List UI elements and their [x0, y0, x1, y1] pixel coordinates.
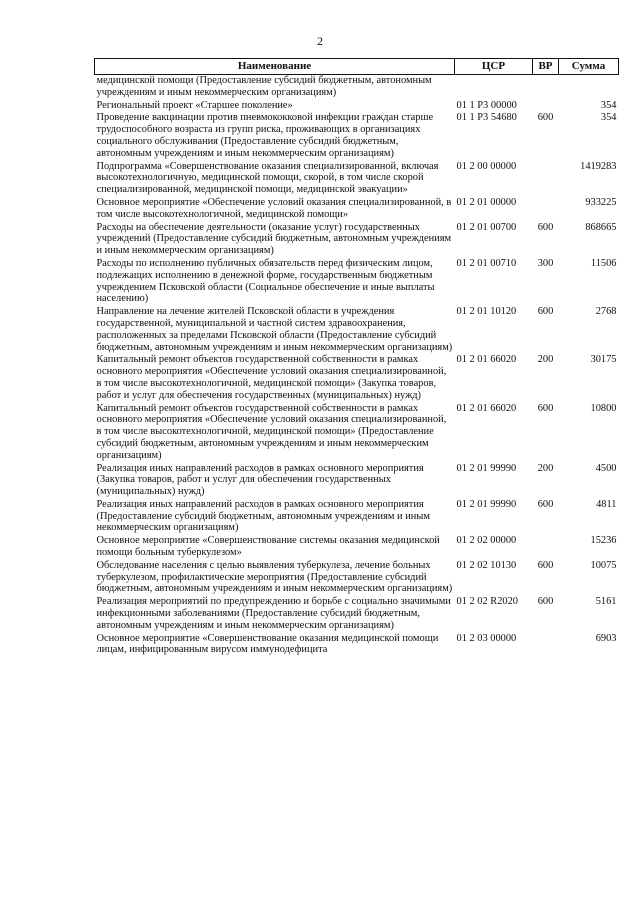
cell-sum: 354: [600, 99, 617, 111]
cell-vr: 600: [537, 306, 554, 318]
cell-csr: 01 2 02 R2020: [456, 596, 518, 608]
header-csr: ЦСР: [455, 59, 533, 75]
cell-vr: [533, 161, 559, 197]
table-row: [95, 354, 619, 402]
cell-vr: [533, 75, 559, 100]
table-row: [95, 258, 619, 306]
cell-csr: 01 2 01 10120: [456, 306, 517, 318]
cell-vr: 600: [537, 112, 554, 124]
table-row: [95, 596, 619, 632]
cell-csr: 01 2 00 00000: [456, 160, 517, 172]
table-row: [95, 403, 619, 463]
cell-sum: 1419283: [580, 160, 617, 172]
cell-vr: [533, 100, 559, 113]
cell-vr: 200: [537, 462, 554, 474]
cell-sum: 4811: [596, 498, 617, 510]
table-header: [95, 59, 619, 75]
cell-name: Реализация мероприятий по предупреждению и борьбе с социально значимыми инфекционными заболеваниями (Предоставление субсидий бюджетным, автономным учреждениям и иным некоммерческим организациям): [96, 596, 451, 631]
cell-vr: 600: [537, 402, 554, 414]
cell-name: Подпрограмма «Совершенствование оказания специализированной, включая высокотехнологичную, медицинской помощи, скорой, в том числе скорой специализированной, медицинской помощи, медицинской эвакуации»: [96, 160, 439, 196]
cell-csr: 01 2 02 00000: [456, 535, 517, 547]
table-row: [95, 222, 619, 258]
cell-csr: 01 1 P3 00000: [456, 99, 517, 111]
table-row: [95, 306, 619, 354]
cell-csr: 01 2 01 66020: [456, 402, 517, 414]
table-row: [95, 161, 619, 197]
cell-csr: 01 2 01 99990: [456, 498, 517, 510]
cell-csr: 01 2 01 00710: [456, 257, 517, 269]
cell-name: Направление на лечение жителей Псковской области в учреждения государственной, муниципальной и частной систем здравоохранения, расположенных за пределами Псковской области (Предоставление субсидий бюджетным, автономным учреждениям и иным некоммерческим организациям): [96, 306, 453, 353]
cell-vr: [533, 633, 559, 658]
cell-csr: 01 2 01 99990: [456, 462, 517, 474]
header-name: Наименование: [95, 59, 455, 75]
table-row: [95, 100, 619, 113]
table-row: [95, 197, 619, 222]
cell-sum: 15236: [590, 535, 617, 547]
cell-csr: 01 2 01 00000: [456, 196, 517, 208]
cell-csr: 01 2 02 10130: [456, 559, 517, 571]
cell-vr: [533, 535, 559, 560]
cell-sum: 6903: [595, 632, 617, 644]
cell-sum: 933225: [585, 196, 617, 208]
header-vr: ВР: [533, 59, 559, 75]
table-row: [95, 112, 619, 160]
budget-table: [94, 58, 619, 657]
table-row: [95, 535, 619, 560]
cell-name: медицинской помощи (Предоставление субсидий бюджетным, автономным учреждениям и иным некоммерческим организациям): [96, 75, 432, 98]
cell-csr: 01 2 01 00700: [456, 221, 517, 233]
cell-name: Капитальный ремонт объектов государственной собственности в рамках основного мероприятия «Обеспечение условий оказания специализированной, в том числе высокотехнологичной, медицинской помощи» (Предоставление субсидий бюджетным, автономным учреждениям и иным некоммерческим организациям): [96, 402, 447, 461]
cell-name: Региональный проект «Старшее поколение»: [96, 99, 293, 111]
cell-sum: 10075: [590, 559, 617, 571]
cell-vr: [533, 197, 559, 222]
page-number: 2: [317, 34, 323, 48]
cell-csr: 01 2 01 66020: [456, 354, 517, 366]
cell-csr: [455, 75, 533, 100]
table-row: [95, 560, 619, 596]
cell-csr: 01 2 03 00000: [456, 632, 517, 644]
table-body: [95, 75, 619, 658]
cell-vr: 600: [537, 221, 554, 233]
cell-sum: 10800: [590, 402, 617, 414]
cell-sum: 11506: [590, 257, 617, 269]
table-row: [95, 499, 619, 535]
cell-vr: 600: [537, 559, 554, 571]
table-row: [95, 463, 619, 499]
cell-name: Основное мероприятие «Совершенствование оказания медицинской помощи лицам, инфицированным вирусом иммунодефицита: [96, 632, 439, 656]
cell-sum: 4500: [595, 462, 617, 474]
cell-sum: 354: [600, 112, 617, 124]
cell-name: Проведение вакцинации против пневмококковой инфекции граждан старше трудоспособного возраста из групп риска, проживающих в организациях социального обслуживания (Предоставление субсидий бюджетным, автономным учреждениям и иным некоммерческим организациям): [96, 112, 434, 159]
header-sum: Сумма: [559, 59, 619, 75]
cell-name: Реализация иных направлений расходов в рамках основного мероприятия (Предоставление субсидий бюджетным, автономным учреждениям и иным некоммерческим организациям): [96, 498, 430, 534]
cell-vr: 200: [537, 354, 554, 366]
cell-sum: 30175: [590, 354, 617, 366]
cell-name: Основное мероприятие «Совершенствование системы оказания медицинской помощи больным туберкулезом»: [96, 535, 440, 559]
cell-sum: 868665: [585, 221, 617, 233]
cell-vr: 600: [537, 596, 554, 608]
cell-name: Капитальный ремонт объектов государственной собственности в рамках основного мероприятия «Обеспечение условий оказания специализированной, в том числе высокотехнологичной, медицинской помощи» (Закупка товаров, работ и услуг для обеспечения государственных (муниципальных) нужд): [96, 354, 447, 401]
table-row: [95, 633, 619, 658]
cell-name: Обследование населения с целью выявления туберкулеза, лечение больных туберкулезом, профилактические мероприятия (Предоставление субсидий бюджетным, автономным учреждениям и иным некоммерческим организациям): [96, 559, 453, 595]
cell-name: Расходы по исполнению публичных обязательств перед физическим лицом, подлежащих исполнению в денежной форме, государственным бюджетным учреждением Псковской области (Социальное обеспечение и иные выплаты населению): [96, 257, 435, 305]
cell-vr: 300: [537, 257, 554, 269]
cell-sum: 2768: [595, 306, 617, 318]
cell-csr: 01 1 P3 54680: [456, 112, 517, 124]
cell-sum: 5161: [595, 596, 617, 608]
table-row: [95, 75, 619, 100]
cell-sum: [559, 75, 619, 100]
cell-vr: 600: [537, 498, 554, 510]
cell-name: Основное мероприятие «Обеспечение условий оказания специализированной, в том числе высокотехнологичной, медицинской помощи»: [96, 196, 452, 220]
cell-name: Реализация иных направлений расходов в рамках основного мероприятия (Закупка товаров, работ и услуг для обеспечения государственных (муниципальных) нужд): [96, 462, 424, 498]
cell-name: Расходы на обеспечение деятельности (оказание услуг) государственных учреждений (Предоставление субсидий бюджетным, автономным учреждениям и иным некоммерческим организациям): [96, 221, 452, 257]
